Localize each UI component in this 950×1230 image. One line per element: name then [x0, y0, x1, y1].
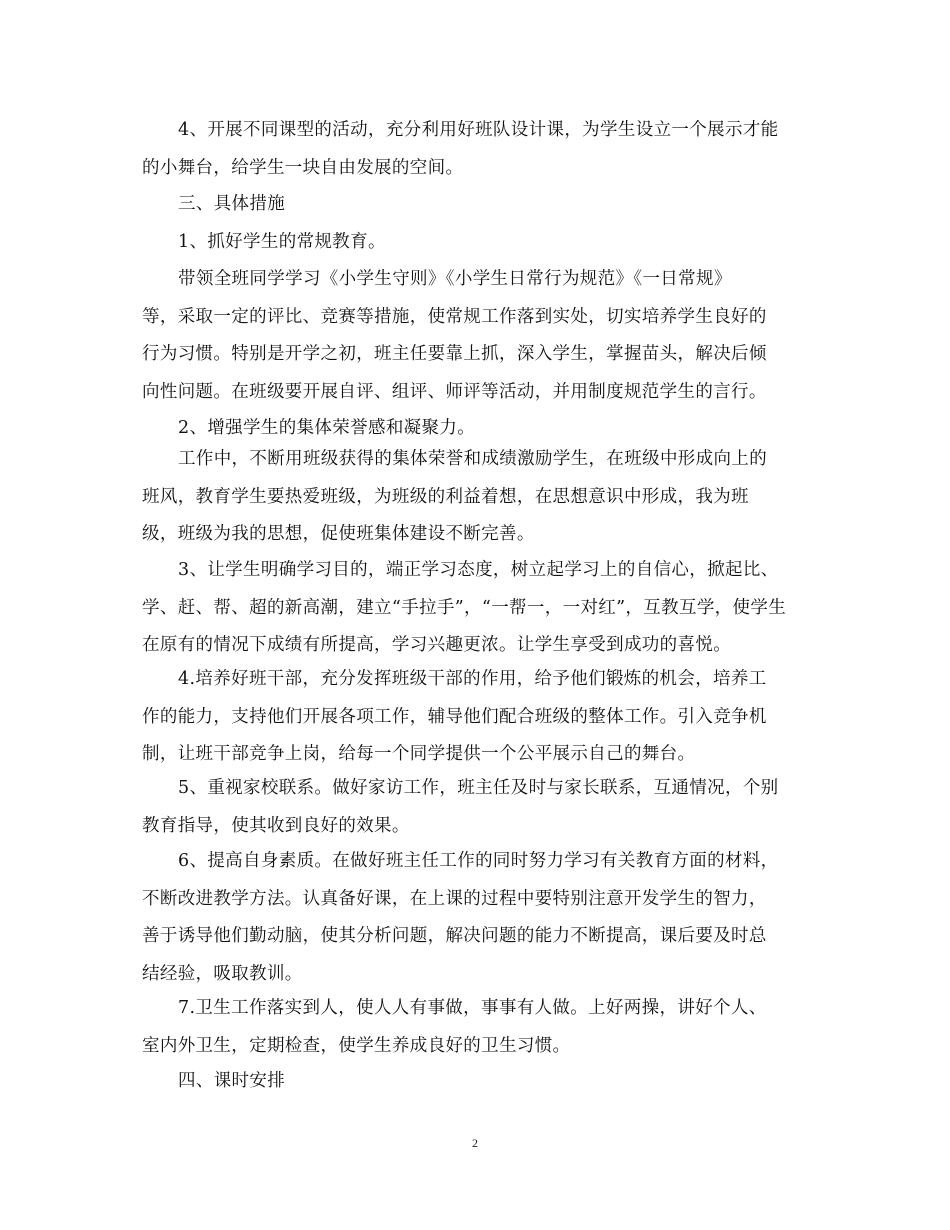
text-line: 室内外卫生，定期检查，使学生养成良好的卫生习惯。 [142, 1035, 571, 1056]
text-line: 工作中，不断用班级获得的集体荣誉和成绩激励学生，在班级中形成向上的 [178, 449, 768, 469]
paragraph-hygiene [142, 990, 810, 1065]
paragraph-self-improvement [142, 843, 810, 993]
text-line: 向性问题。在班级要开展自评、组评、师评等活动，并用制度规范学生的言行。 [142, 381, 767, 402]
heading-text: 四、课时安排 [178, 1071, 286, 1091]
paragraph-honor [142, 441, 810, 554]
heading-text: 2、增强学生的集体荣誉感和凝聚力。 [178, 418, 476, 438]
text-line: 7.卫生工作落实到人，使人人有事做，事事有人做。上好两操，讲好个人、 [178, 998, 767, 1018]
item-heading-routine [142, 224, 810, 262]
section-heading-schedule [142, 1063, 810, 1101]
text-line: 作的能力，支持他们开展各项工作，辅导他们配合班级的整体工作。引入竞争机 [142, 706, 767, 727]
text-line: 级，班级为我的思想，促使班集体建设不断完善。 [142, 524, 535, 544]
text-line: 班风，教育学生要热爱班级，为班级的利益着想，在思想意识中形成，我为班 [142, 486, 749, 507]
text-line: 的小舞台，给学生一块自由发展的空间。 [142, 157, 464, 178]
text-line: 等，采取一定的评比、竞赛等措施，使常规工作落到实处，切实培养学生良好的 [142, 306, 767, 327]
text-line: 行为习惯。特别是开学之初，班主任要靠上抓，深入学生，掌握苗头，解决后倾 [142, 344, 767, 364]
text-line: 6、提高自身素质。在做好班主任工作的同时努力学习有关教育方面的材料， [178, 851, 779, 871]
page-number: 2 [472, 1136, 478, 1150]
text-line: 不断改进教学方法。认真备好课，在上课的过程中要特别注意开发学生的智力， [142, 888, 767, 909]
heading-text: 三、具体措施 [178, 194, 286, 214]
paragraph-activities [142, 112, 810, 187]
heading-text: 1、抓好学生的常规教育。 [178, 232, 386, 252]
paragraph-home-school [142, 770, 810, 845]
paragraph-learning-goals [142, 552, 810, 665]
text-line: 教育指导，使其收到良好的效果。 [142, 815, 410, 836]
text-line: 带领全班同学学习《小学生守则》《小学生日常行为规范》《一日常规》 [178, 269, 732, 289]
text-line: 4、开展不同课型的活动，充分利用好班队设计课，为学生设立一个展示才能 [178, 120, 779, 140]
section-heading-measures [142, 186, 810, 224]
text-line: 3、让学生明确学习目的，端正学习态度，树立起学习上的自信心，掀起比、 [178, 560, 779, 580]
text-line: 在原有的情况下成绩有所提高，学习兴趣更浓。让学生享受到成功的喜悦。 [142, 635, 732, 655]
text-line: 5、重视家校联系。做好家访工作，班主任及时与家长联系，互通情况，个别 [178, 778, 779, 798]
text-line: 制，让班干部竞争上岗，给每一个同学提供一个公平展示自己的舞台。 [142, 744, 696, 764]
text-line: 善于诱导他们勤动脑，使其分析问题，解决问题的能力不断提高，课后要及时总 [142, 926, 767, 946]
text-line: 结经验，吸取教训。 [142, 963, 303, 984]
text-line: 4.培养好班干部，充分发挥班级干部的作用，给予他们锻炼的机会，培养工 [178, 669, 767, 689]
paragraph-class-cadres [142, 661, 810, 774]
paragraph-routine [142, 261, 810, 411]
text-line: 学、赶、帮、超的新高潮，建立“手拉手”，“一帮一，一对红”，互教互学，使学生 [142, 597, 787, 618]
